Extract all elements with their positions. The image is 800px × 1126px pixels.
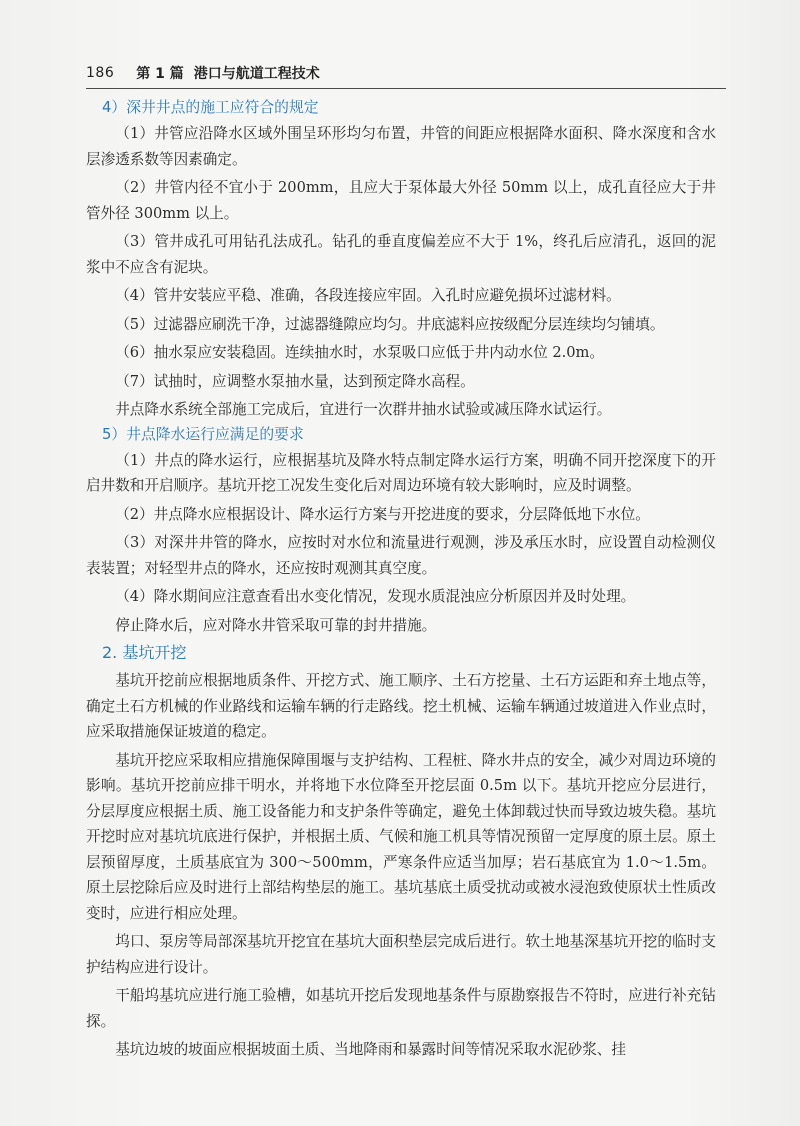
page-number: 186 <box>86 65 115 81</box>
heading-deep-well-construction: 4）深井井点的施工应符合的规定 <box>102 99 319 116</box>
list-item: （1）井点的降水运行，应根据基坑及降水特点制定降水运行方案，明确不同开挖深度下的开启井数和开启顺序。基坑开挖工况发生变化后对周边环境有较大影响时，应及时调整。 <box>86 451 716 494</box>
paragraph: 停止降水后，应对降水井管采取可靠的封井措施。 <box>115 616 437 634</box>
paragraph: 基坑边坡的坡面应根据坡面土质、当地降雨和暴露时间等情况采取水泥砂浆、挂 <box>115 1041 626 1058</box>
paragraph: 井点降水系统全部施工完成后，宜进行一次群井抽水试验或减压降水试运行。 <box>115 401 612 418</box>
list-item: （2）井点降水应根据设计、降水运行方案与开挖进度的要求，分层降低地下水位。 <box>115 505 650 523</box>
heading-dewatering-operation: 5）井点降水运行应满足的要求 <box>102 425 304 443</box>
paragraph: 基坑开挖应采取相应措施保障围堰与支护结构、工程桩、降水井点的安全，减少对周边环境的影响。基坑开挖前应排干明水，并将地下水位降至开挖层面 0.5m 以下。基坑开挖应分层进行，分层厚度应根据土质、施工设备能力和支护条件等确定，避免土体卸载过快而导致边坡失稳。基坑开挖时应对基坑坑底进行保护，并根据土质、气候和施工机具等情况预留一定厚度的原土层。原土层预留厚度，土质基底宜为 300～500mm，严寒条件应适当加厚；岩石基底宜为 1.0～1.5m。原土层挖除后应及时进行上部结构垫层的施工。基坑基底土质受扰动或被水浸泡致使原状土性质改变时，应进行相应处理。 <box>86 751 716 922</box>
list-item: （6）抽水泵应安装稳固。连续抽水时，水泵吸口应低于井内动水位 2.0m。 <box>115 344 604 361</box>
list-item: （7）试抽时，应调整水泵抽水量，达到预定降水高程。 <box>115 372 475 390</box>
paragraph: 坞口、泵房等局部深基坑开挖宜在基坑大面积垫层完成后进行。软土地基深基坑开挖的临时支护结构应进行设计。 <box>86 933 716 976</box>
list-item: （3）对深井井管的降水，应按时对水位和流量进行观测，涉及承压水时，应设置自动检测仪表装置；对轻型井点的降水，还应按时观测其真空度。 <box>86 534 716 577</box>
list-item: （4）降水期间应注意查看出水变化情况，发现水质混浊应分析原因并及时处理。 <box>115 588 636 605</box>
list-item: （4）管井安装应平稳、准确，各段连接应牢固。入孔时应避免损坏过滤材料。 <box>115 287 621 304</box>
paragraph: 干船坞基坑应进行施工验槽，如基坑开挖后发现地基条件与原勘察报告不符时，应进行补充钻探。 <box>86 987 716 1030</box>
list-item: （1）井管应沿降水区域外围呈环形均匀布置，井管的间距应根据降水面积、降水深度和含水层渗透系数等因素确定。 <box>86 125 716 168</box>
part-label: 第 1 篇 <box>136 66 184 82</box>
heading-foundation-pit-excavation: 2. 基坑开挖 <box>102 643 187 662</box>
part-title: 港口与航道工程技术 <box>193 66 320 82</box>
paragraph: 基坑开挖前应根据地质条件、开挖方式、施工顺序、土石方挖量、土石方运距和弃土地点等，确定土石方机械的作业路线和运输车辆的行走路线。挖土机械、运输车辆通过坡道进入作业点时，应采取措施保证坡道的稳定。 <box>86 672 716 740</box>
page-content <box>86 96 716 1063</box>
list-item: （5）过滤器应刷洗干净，过滤器缝隙应均匀。井底滤料应按级配分层连续均匀铺填。 <box>115 315 665 333</box>
list-item: （2）井管内径不宜小于 200mm，且应大于泵体最大外径 50mm 以上，成孔直径应大于井管外径 300mm 以上。 <box>86 179 716 222</box>
running-header <box>86 58 726 89</box>
list-item: （3）管井成孔可用钻孔法成孔。钻孔的垂直度偏差应不大于 1%，终孔后应清孔，返回的泥浆中不应含有泥块。 <box>86 233 716 276</box>
